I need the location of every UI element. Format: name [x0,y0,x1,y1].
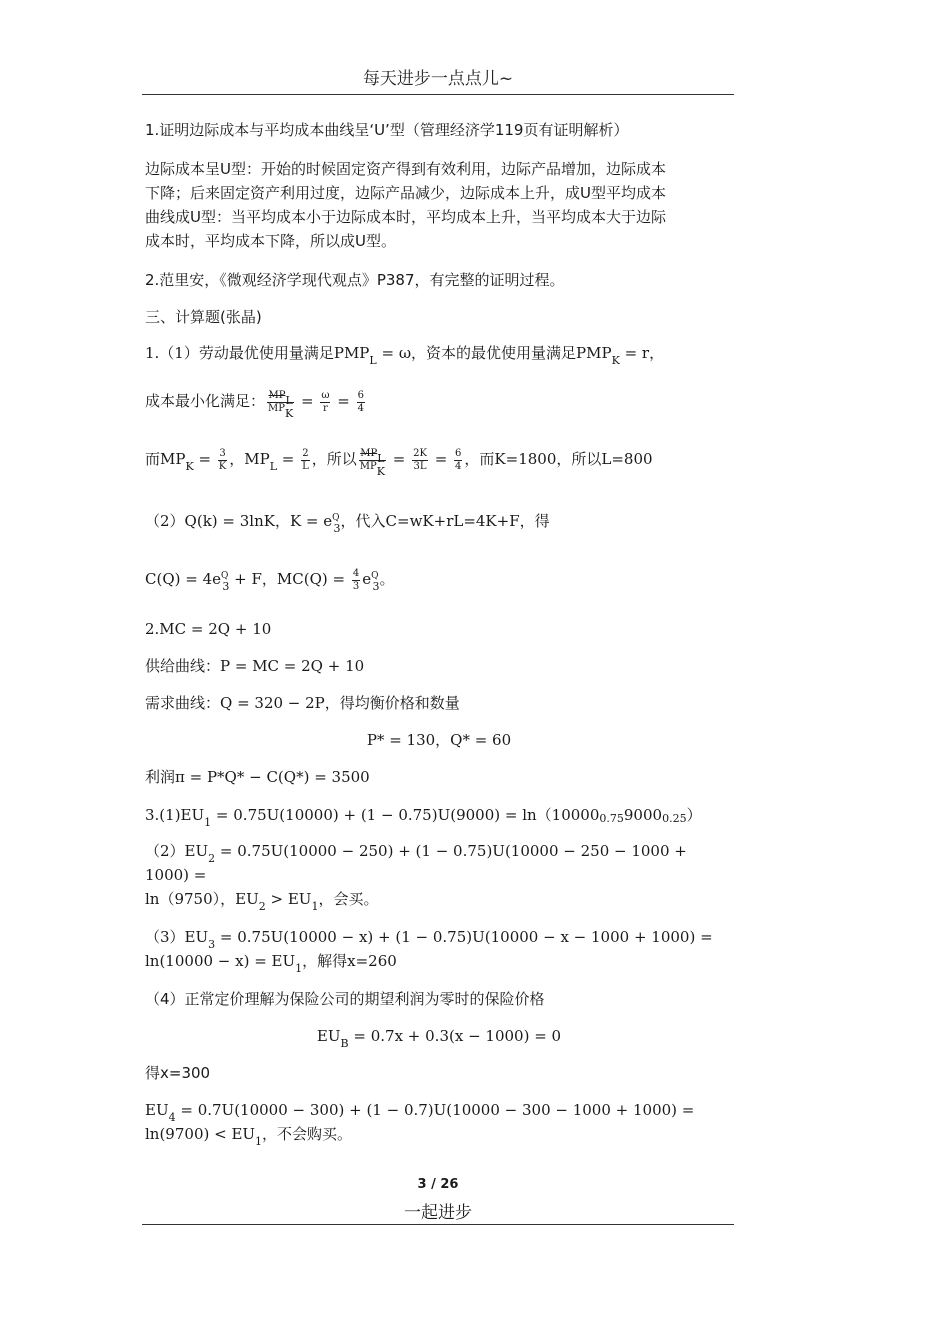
para-2-line: 曲线成U型：当平均成本小于边际成本时，平均成本上升，当平均成本大于边际 [145,208,666,226]
para-2 [145,157,733,253]
fraction: $\frac{2K}{3L}$ [413,447,427,472]
q2-line-5: 利润π = P*Q* − C(Q*) = 3500 [145,767,370,786]
q3-line-1: $3.(1)EU_1 = 0.75U(10000) + (1 - 0.75)U(9000) = \ln(100000.7590000.25)$ [145,805,702,829]
q1-line-3: 而$MP_K$ = $\frac{3}{K}$ ，$MP_L$ = $\frac{2}{L}$ ，所以 $\frac{\text{MPL}}{\text{MPK}}$ = $\frac{2K}{3L}$ = $\frac{6}{4}$ ，而K=1800，所以L=800 [145,447,653,478]
footer-rule [142,1224,734,1225]
q1-line-2: 成本最小化满足： $\frac{\text{MPL}}{\text{MPK}}$ = $\frac{\omega}{r}$ = $\frac{6}{4}$ [145,389,364,420]
fraction: $\frac{\text{MPL}}{\text{MPK}}$ [359,447,385,478]
para-2-line: 边际成本呈U型：开始的时候固定资产得到有效利用，边际产品增加，边际成本 [145,160,666,178]
q3-line-7b: $\ln(9700) < EU_1$，不会购买。 [145,1124,353,1148]
fraction: $\frac{\text{MPL}}{\text{MPK}}$ [268,389,294,420]
para-2-line: 下降；后来固定资产利用过度，边际产品减少，边际成本上升，成U型平均成本 [145,184,666,202]
fraction: $\frac{3}{K}$ [218,447,227,472]
fraction: $\frac{\omega}{r}$ [321,389,330,414]
page-number: 3 / 26 [417,1177,459,1192]
section-title: 三、计算题(张晶) [145,308,262,326]
q3-line-5: $EU_B = 0.7x + 0.3(x - 1000) = 0$ [316,1026,562,1050]
q3-line-7: $EU_4 = 0.7U(10000 - 300) + (1 - 0.7)U(10000 - 300 - 1000 + 1000)$ = [145,1100,695,1124]
q1-line-1: 1.（1）劳动最优使用量满足$PMP_L = \omega$，资本的最优使用量满足$PMP_K = r$， [145,344,665,367]
q3-line-3: $(3)EU_3 = 0.75U(10000 - x) + (1 - 0.75)U(10000 - x - 1000 + 1000)$ = [145,927,713,951]
q2-line-4: P* = 130，Q* = 60 [366,730,512,749]
q3-line-2: $(2)EU_2 = 0.75U(10000 - 250) + (1 - 0.75)U(10000 - 250 - 1000 + 1000)$ = [145,841,687,884]
header-rule [142,94,734,95]
content [145,112,733,1146]
fraction: $\frac{6}{4}$ [455,447,462,472]
footer-text: 一起进步 [404,1203,472,1223]
q2-line-1: 2.MC = 2Q + 10 [145,619,272,638]
q2-line-2: 供给曲线：P = MC = 2Q + 10 [145,656,365,675]
para-3: 2.范里安，《微观经济学现代观点》P387，有完整的证明过程。 [145,271,565,289]
q2-line-3: 需求曲线：Q = 320 − 2P，得均衡价格和数量 [145,693,460,712]
fraction: $\frac{2}{L}$ [302,447,309,472]
q1-line-4: （2）Q(k) = 3lnK，$K = e^Q_3$，代入C=wK+rL=4K+F，得 [145,512,550,535]
q1-line-5: $C(Q) = 4e^Q_3 + F$，MC(Q) = $\frac{4}{3}$ $e^Q_3$。 [145,567,395,593]
q3-line-3b: $\ln(10000 - x) = EU_1$，解得x=260 [145,951,397,975]
q3-line-4: （4）正常定价理解为保险公司的期望利润为零时的保险价格 [145,989,545,1008]
para-1: 1.证明边际成本与平均成本曲线呈‘U’型（管理经济学119页有证明解析） [145,121,629,139]
header-title: 每天进步一点点儿~ [362,69,514,89]
para-2-line: 成本时，平均成本下降，所以成U型。 [145,232,396,250]
fraction: $\frac{4}{3}$ [352,567,360,592]
q3-line-2b: ln（9750），$EU_2 > EU_1$，会买。 [145,889,379,913]
fraction: $\frac{6}{4}$ [357,389,364,414]
q3-line-6: 得x=300 [145,1063,211,1082]
